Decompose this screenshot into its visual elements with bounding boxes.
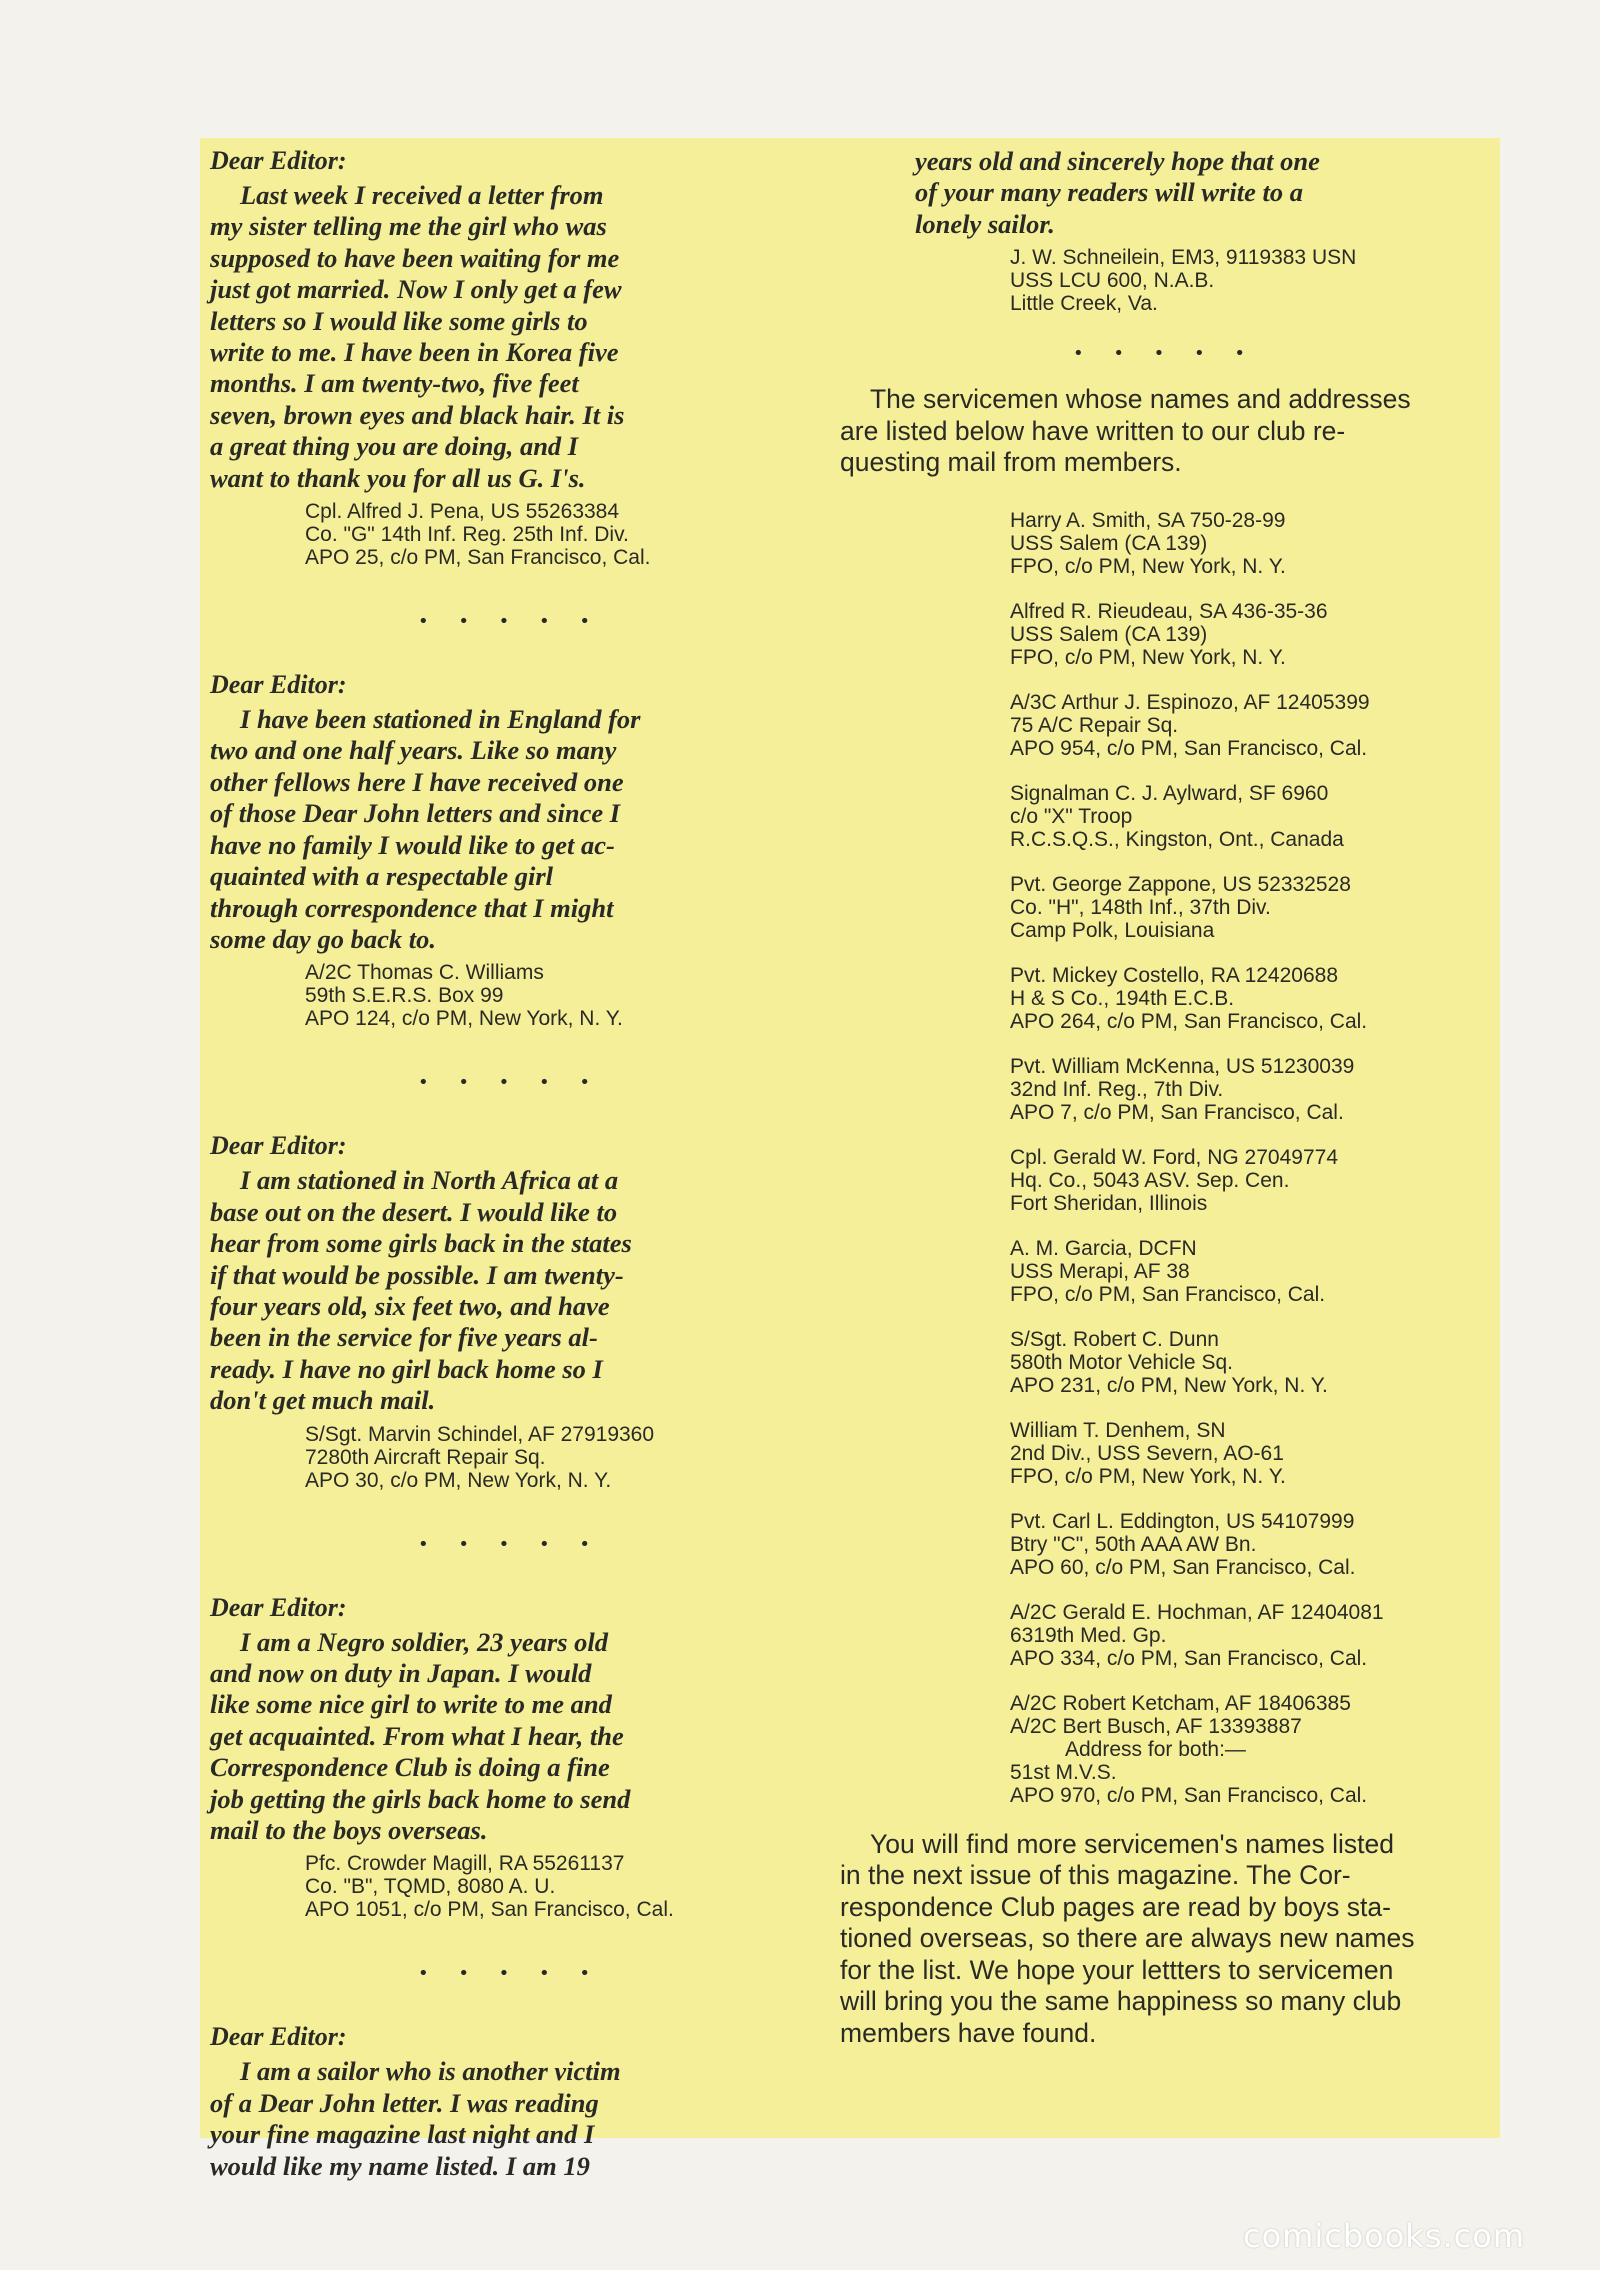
signature-line: APO 1051, c/o PM, San Francisco, Cal. xyxy=(305,1898,674,1922)
address-line: H & S Co., 194th E.C.B. xyxy=(1010,986,1235,1010)
letter-line: some day go back to. xyxy=(210,923,436,954)
paragraph-line: are listed below have written to our club re- xyxy=(840,415,1346,446)
address-line: Alfred R. Rieudeau, SA 436-35-36 xyxy=(1010,599,1328,623)
letter-salutation: Dear Editor: xyxy=(210,670,347,700)
paragraph-line: questing mail from members. xyxy=(840,447,1182,478)
letter-line: Correspondence Club is doing a fine xyxy=(210,1752,610,1783)
address-line: 51st M.V.S. xyxy=(1010,1760,1117,1784)
address-line: 6319th Med. Gp. xyxy=(1010,1623,1167,1647)
address-line: APO 264, c/o PM, San Francisco, Cal. xyxy=(1010,1009,1368,1033)
letter-salutation: Dear Editor: xyxy=(210,2022,347,2052)
letter-body xyxy=(210,180,750,494)
letter xyxy=(210,2022,750,2182)
address-line: Pvt. William McKenna, US 51230039 xyxy=(1010,1054,1355,1078)
letter-line: your fine magazine last night and I xyxy=(210,2119,595,2150)
paragraph-line: in the next issue of this magazine. The Cor- xyxy=(840,1860,1351,1891)
address-line: APO 334, c/o PM, San Francisco, Cal. xyxy=(1010,1646,1368,1670)
address-entry xyxy=(1010,1692,1490,1807)
address-line: S/Sgt. Robert C. Dunn xyxy=(1010,1327,1219,1351)
address-entry xyxy=(1010,964,1490,1033)
letter-line: of a Dear John letter. I was reading xyxy=(210,2087,599,2118)
address-line: Camp Polk, Louisiana xyxy=(1010,918,1215,942)
signature-line: APO 30, c/o PM, New York, N. Y. xyxy=(305,1468,612,1492)
letter-line: years old and sincerely hope that one xyxy=(915,146,1320,176)
intro-paragraph xyxy=(840,384,1490,479)
letter-line: I am stationed in North Africa at a xyxy=(240,1165,619,1196)
paragraph-line: You will find more servicemen's names listed xyxy=(870,1828,1394,1859)
address-line: William T. Denhem, SN xyxy=(1010,1418,1226,1442)
address-line: 2nd Div., USS Severn, AO-61 xyxy=(1010,1441,1284,1465)
separator-stars: • • • • • xyxy=(418,1072,602,1094)
letter xyxy=(210,670,750,1030)
letter-line: my sister telling me the girl who was xyxy=(210,211,607,242)
letter-line: of your many readers will write to a xyxy=(915,177,1303,208)
address-entry xyxy=(1010,1237,1490,1306)
letter-salutation: Dear Editor: xyxy=(210,146,347,175)
letter-line: don't get much mail. xyxy=(210,1385,436,1416)
letter-signature xyxy=(305,961,750,1030)
address-line: APO 954, c/o PM, San Francisco, Cal. xyxy=(1010,736,1368,760)
letter-signature xyxy=(305,1423,750,1492)
watermark: comicbooks.com xyxy=(1242,2217,1525,2255)
signature-line: Little Creek, Va. xyxy=(1010,292,1158,316)
letter-body xyxy=(210,2056,750,2182)
letter-salutation: Dear Editor: xyxy=(210,1131,347,1161)
letter xyxy=(210,1593,750,1922)
address-line: Harry A. Smith, SA 750-28-99 xyxy=(1010,508,1286,532)
address-line: A/2C Gerald E. Hochman, AF 12404081 xyxy=(1010,1600,1384,1624)
address-line: A/2C Bert Busch, AF 13393887 xyxy=(1010,1714,1302,1738)
address-entry xyxy=(1010,1510,1490,1579)
address-line: APO 7, c/o PM, San Francisco, Cal. xyxy=(1010,1100,1344,1124)
letter-line: ready. I have no girl back home so I xyxy=(210,1353,603,1384)
address-line: Fort Sheridan, Illinois xyxy=(1010,1191,1208,1215)
address-entry xyxy=(1010,691,1490,760)
address-entry xyxy=(1010,782,1490,851)
letter-line: base out on the desert. I would like to xyxy=(210,1196,618,1227)
address-entry xyxy=(1010,509,1490,578)
letter xyxy=(210,146,750,569)
signature-line: Cpl. Alfred J. Pena, US 55263384 xyxy=(305,500,620,524)
separator-stars: • • • • • xyxy=(418,1963,602,1985)
right-column xyxy=(840,146,1490,2049)
letter-line: been in the service for five years al- xyxy=(210,1322,598,1353)
separator-stars: • • • • • xyxy=(1073,343,1257,365)
signature-line: S/Sgt. Marvin Schindel, AF 27919360 xyxy=(305,1422,655,1446)
signature-line: 7280th Aircraft Repair Sq. xyxy=(305,1445,546,1469)
letter-line: months. I am twenty-two, five feet xyxy=(210,368,579,399)
letter-body xyxy=(210,704,750,955)
address-line: Hq. Co., 5043 ASV. Sep. Cen. xyxy=(1010,1168,1290,1192)
address-line: Co. "H", 148th Inf., 37th Div. xyxy=(1010,895,1271,919)
letter-salutation: Dear Editor: xyxy=(210,1592,347,1622)
address-entry xyxy=(1010,1328,1490,1397)
letter-line: would like my name listed. I am 19 xyxy=(210,2150,590,2181)
letter-line: four years old, six feet two, and have xyxy=(210,1290,610,1321)
letter-line: I am a Negro soldier, 23 years old xyxy=(240,1626,609,1657)
address-entry xyxy=(1010,1146,1490,1215)
separator-stars: • • • • • xyxy=(418,1533,602,1555)
paragraph-line: respondence Club pages are read by boys sta- xyxy=(840,1891,1391,1922)
address-line: A. M. Garcia, DCFN xyxy=(1010,1236,1197,1260)
letter-line: two and one half years. Like so many xyxy=(210,735,617,766)
address-line: Btry "C", 50th AAA AW Bn. xyxy=(1010,1532,1257,1556)
address-line: Cpl. Gerald W. Ford, NG 27049774 xyxy=(1010,1145,1338,1169)
address-line: FPO, c/o PM, New York, N. Y. xyxy=(1010,554,1286,578)
address-line: c/o "X" Troop xyxy=(1010,804,1133,828)
letter-line: want to thank you for all us G. I's. xyxy=(210,462,586,493)
closing-paragraph xyxy=(840,1829,1490,2050)
address-line: Signalman C. J. Aylward, SF 6960 xyxy=(1010,781,1329,805)
letter-line: write to me. I have been in Korea five xyxy=(210,337,619,368)
signature-line: APO 124, c/o PM, New York, N. Y. xyxy=(305,1007,623,1031)
address-line: FPO, c/o PM, New York, N. Y. xyxy=(1010,1464,1286,1488)
address-line: FPO, c/o PM, New York, N. Y. xyxy=(1010,645,1286,669)
letter-line: through correspondence that I might xyxy=(210,892,614,923)
signature-line: Pfc. Crowder Magill, RA 55261137 xyxy=(305,1852,625,1876)
signature-line: APO 25, c/o PM, San Francisco, Cal. xyxy=(305,546,651,570)
signature-line: Co. "B", TQMD, 8080 A. U. xyxy=(305,1875,556,1899)
letter-line: supposed to have been waiting for me xyxy=(210,242,620,273)
letter-signature xyxy=(1010,246,1490,315)
signature-line: J. W. Schneilein, EM3, 9119383 USN xyxy=(1010,246,1357,270)
letter-line: a great thing you are doing, and I xyxy=(210,431,579,462)
letter-line: of those Dear John letters and since I xyxy=(210,798,621,829)
letter-line: I am a sailor who is another victim xyxy=(240,2056,621,2087)
letter-line: just got married. Now I only get a few xyxy=(210,274,622,305)
signature-line: Co. "G" 14th Inf. Reg. 25th Inf. Div. xyxy=(305,523,629,547)
address-line: 75 A/C Repair Sq. xyxy=(1010,713,1179,737)
address-line: Address for both:— xyxy=(1065,1737,1246,1761)
address-line: Pvt. Carl L. Eddington, US 54107999 xyxy=(1010,1509,1355,1533)
letter-line: if that would be possible. I am twenty- xyxy=(210,1259,624,1290)
letter-line: and now on duty in Japan. I would xyxy=(210,1657,592,1688)
address-entry xyxy=(1010,1601,1490,1670)
separator-stars: • • • • • xyxy=(418,611,602,633)
paragraph-line: tioned overseas, so there are always new names xyxy=(840,1923,1415,1954)
paragraph-line: members have found. xyxy=(840,2017,1097,2048)
address-entry xyxy=(1010,600,1490,669)
letter-line: I have been stationed in England for xyxy=(240,704,641,735)
address-entry xyxy=(1010,1419,1490,1488)
address-line: USS Salem (CA 139) xyxy=(1010,622,1208,646)
address-entry xyxy=(1010,1055,1490,1124)
letter-continuation xyxy=(915,146,1490,240)
paragraph-line: The servicemen whose names and addresses xyxy=(870,384,1411,415)
letter-line: lonely sailor. xyxy=(915,208,1055,239)
address-entry xyxy=(1010,873,1490,942)
letter-line: hear from some girls back in the states xyxy=(210,1228,632,1259)
paragraph-line: will bring you the same happiness so many club xyxy=(840,1986,1402,2017)
address-line: USS Salem (CA 139) xyxy=(1010,531,1208,555)
address-line: FPO, c/o PM, San Francisco, Cal. xyxy=(1010,1282,1326,1306)
signature-line: USS LCU 600, N.A.B. xyxy=(1010,269,1215,293)
letter-signature xyxy=(305,500,750,569)
address-line: 32nd Inf. Reg., 7th Div. xyxy=(1010,1077,1224,1101)
signature-line: A/2C Thomas C. Williams xyxy=(305,961,544,985)
letter-line: job getting the girls back home to send xyxy=(210,1783,631,1814)
letter-line: other fellows here I have received one xyxy=(210,766,624,797)
address-line: A/2C Robert Ketcham, AF 18406385 xyxy=(1010,1691,1351,1715)
letter xyxy=(210,1131,750,1491)
address-line: A/3C Arthur J. Espinozo, AF 12405399 xyxy=(1010,690,1370,714)
letter-line: Last week I received a letter from xyxy=(240,180,604,210)
address-line: R.C.S.Q.S., Kingston, Ont., Canada xyxy=(1010,827,1344,851)
letter-signature xyxy=(305,1852,750,1921)
address-line: APO 231, c/o PM, New York, N. Y. xyxy=(1010,1373,1328,1397)
address-line: USS Merapi, AF 38 xyxy=(1010,1259,1190,1283)
letter-line: letters so I would like some girls to xyxy=(210,305,588,336)
letter-line: like some nice girl to write to me and xyxy=(210,1689,612,1720)
letter-line: seven, brown eyes and black hair. It is xyxy=(210,399,625,430)
signature-line: 59th S.E.R.S. Box 99 xyxy=(305,984,504,1008)
address-line: Pvt. Mickey Costello, RA 12420688 xyxy=(1010,963,1339,987)
letter-line: mail to the boys overseas. xyxy=(210,1815,488,1845)
left-column xyxy=(210,146,750,2182)
letter-line: get acquainted. From what I hear, the xyxy=(210,1720,624,1751)
letter-line: quainted with a respectable girl xyxy=(210,861,554,892)
address-line: 580th Motor Vehicle Sq. xyxy=(1010,1350,1233,1374)
address-line: APO 60, c/o PM, San Francisco, Cal. xyxy=(1010,1555,1356,1579)
paragraph-line: for the list. We hope your lettters to servicemen xyxy=(840,1954,1394,1985)
letter-body xyxy=(210,1165,750,1416)
address-line: Pvt. George Zappone, US 52332528 xyxy=(1010,872,1351,896)
letter-body xyxy=(210,1627,750,1847)
letter-line: have no family I would like to get ac- xyxy=(210,829,615,860)
address-line: APO 970, c/o PM, San Francisco, Cal. xyxy=(1010,1783,1368,1807)
